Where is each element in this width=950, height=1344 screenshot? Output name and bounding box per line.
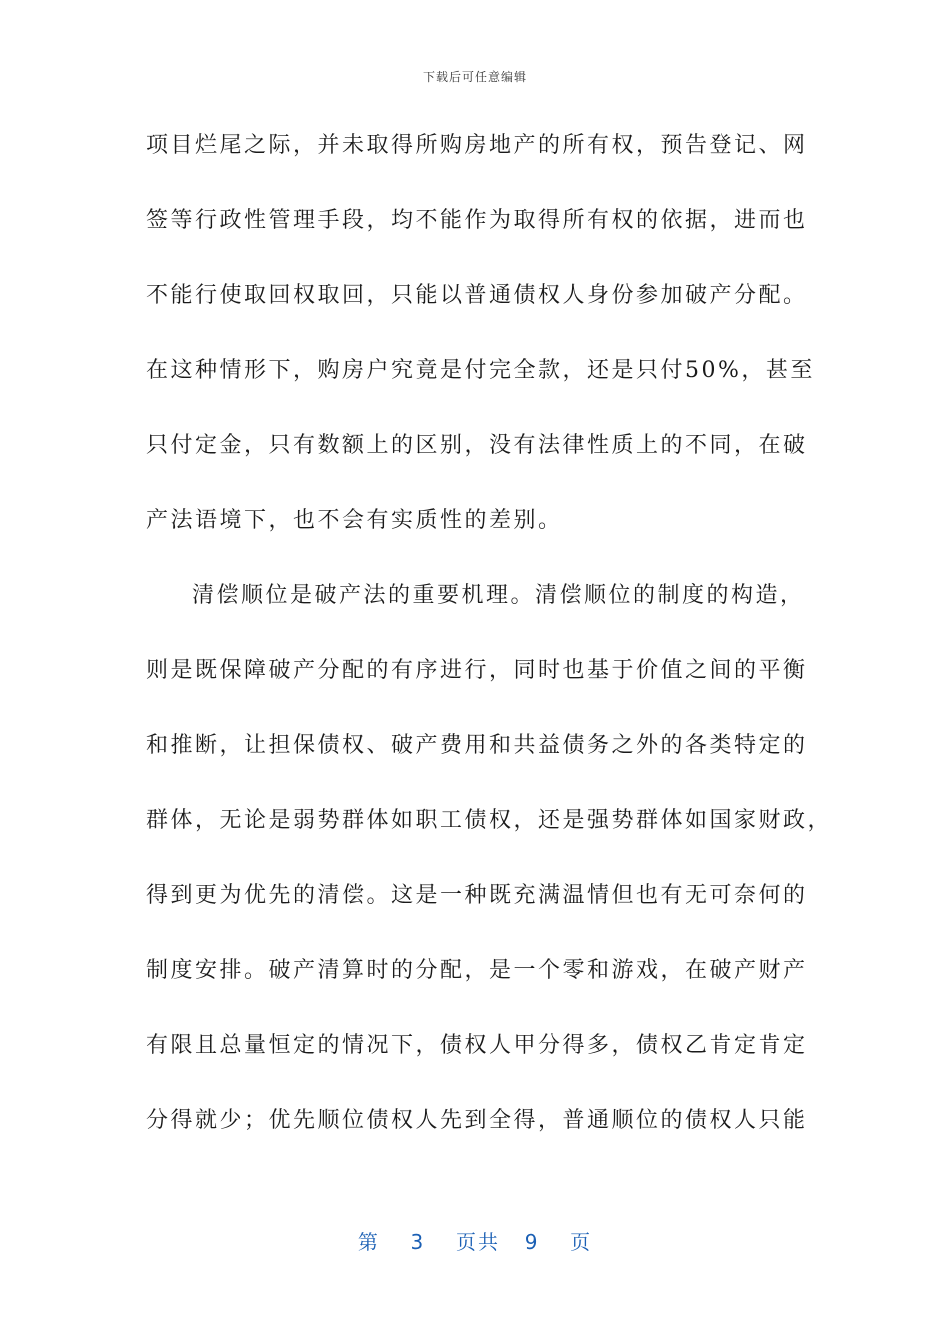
total-pages-number: 9 xyxy=(524,1230,540,1254)
text-line: 则是既保障破产分配的有序进行，同时也基于价值之间的平衡 xyxy=(146,658,808,683)
text-line: 不能行使取回权取回，只能以普通债权人身份参加破产分配。 xyxy=(146,283,808,308)
document-body xyxy=(146,126,833,1176)
text-line: 只付定金，只有数额上的区别，没有法律性质上的不同，在破 xyxy=(146,433,808,458)
text-line: 和推断，让担保债权、破产费用和共益债务之外的各类特定的 xyxy=(146,733,808,758)
page-suffix: 页 xyxy=(570,1230,593,1254)
text-line: 项目烂尾之际，并未取得所购房地产的所有权，预告登记、网 xyxy=(146,133,808,158)
text-line: 群体，无论是弱势群体如职工债权，还是强势群体如国家财政， xyxy=(146,808,833,833)
current-page-number: 3 xyxy=(410,1230,426,1254)
page-number-footer xyxy=(0,1226,950,1255)
text-line: 得到更为优先的清偿。这是一种既充满温情但也有无可奈何的 xyxy=(146,883,808,908)
header-note: 下载后可任意编辑 xyxy=(422,70,527,84)
text-line: 在这种情形下，购房户究竟是付完全款，还是只付50%，甚至 xyxy=(146,358,815,383)
text-line: 分得就少；优先顺位债权人先到全得，普通顺位的债权人只能 xyxy=(146,1108,808,1133)
text-line: 制度安排。破产清算时的分配，是一个零和游戏，在破产财产 xyxy=(146,958,808,983)
paragraph-first-line: 清偿顺位是破产法的重要机理。清偿顺位的制度的构造， xyxy=(192,583,805,608)
page-prefix: 第 xyxy=(357,1230,380,1254)
text-line: 产法语境下，也不会有实质性的差别。 xyxy=(146,508,563,533)
page-middle: 页共 xyxy=(456,1230,500,1254)
text-line: 签等行政性管理手段，均不能作为取得所有权的依据，进而也 xyxy=(146,208,808,233)
text-line: 有限且总量恒定的情况下，债权人甲分得多，债权乙肯定肯定 xyxy=(146,1033,808,1058)
